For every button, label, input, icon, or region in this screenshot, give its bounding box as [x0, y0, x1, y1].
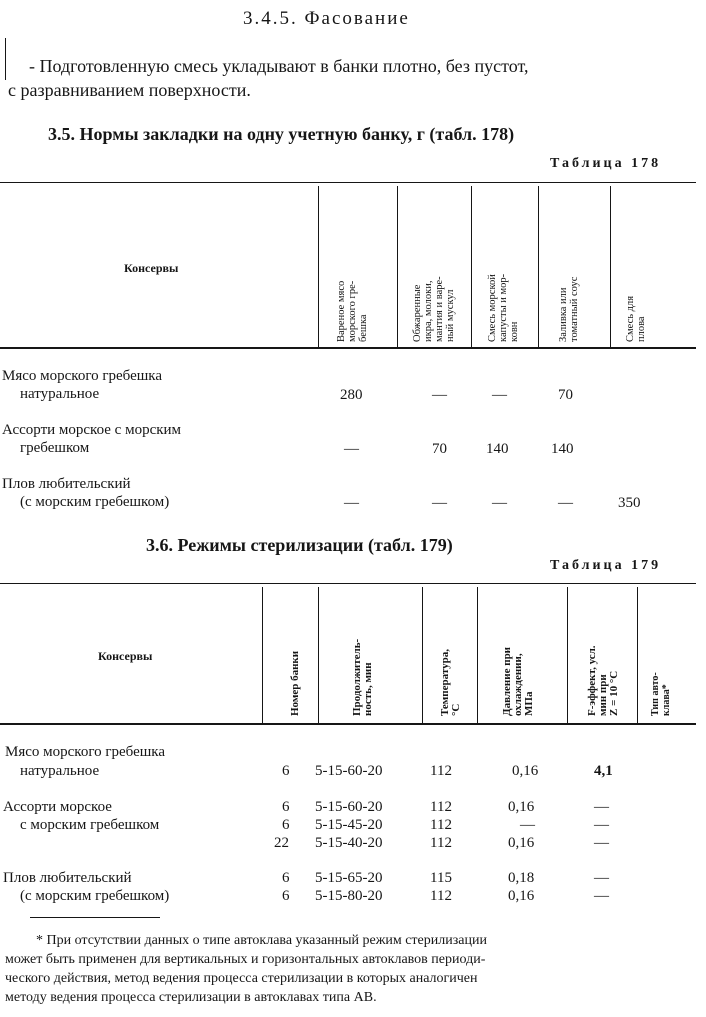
table-178-col-header: Смесь морской капусты и мор- ковн	[487, 273, 520, 342]
table-179-cell: —	[594, 870, 609, 886]
table-179-col-header: Продолжитель- ность, мин	[351, 638, 374, 716]
table-179-cell: 5-15-60-20	[315, 763, 383, 779]
table-179-cell: 5-15-45-20	[315, 817, 383, 833]
footnote-line: * При отсутствии данных о типе автоклава указанный режим стерилизации	[36, 933, 487, 948]
table-178-cell: —	[344, 495, 359, 511]
table-179-cell: 6	[282, 799, 290, 815]
table-178-row-name: Плов любительский	[2, 476, 131, 492]
table-179-top-rule	[0, 583, 696, 584]
table-179-cell: 0,16	[508, 888, 535, 904]
table-179-row-name: (с морским гребешком)	[20, 888, 170, 904]
table-179-cell: 0,18	[508, 870, 535, 886]
table-179-cell: 112	[430, 817, 452, 833]
table-178-cell: —	[344, 441, 359, 457]
table-179-cell: 6	[282, 763, 290, 779]
table-178-top-rule	[0, 182, 696, 183]
table-178-row-name: Ассорти морское с морским	[2, 422, 182, 438]
table-179-cell: —	[594, 799, 609, 815]
table-178-product-header: Консервы	[124, 261, 179, 275]
table-178-label: Таблица 178	[550, 156, 662, 171]
table-179-col-divider	[477, 587, 478, 723]
table-178-cell: —	[492, 387, 507, 403]
section-345-heading: 3.4.5. Фасование	[243, 8, 410, 29]
table-178-row-name: натуральное	[20, 386, 100, 402]
table-178-col-header: Вареное мясо морского гре- бешка	[336, 280, 369, 342]
table-179-cell: 112	[430, 835, 452, 851]
table-178-cell: —	[492, 495, 507, 511]
table-178-col-divider	[318, 186, 319, 347]
table-179-row-name: с морским гребешком	[20, 817, 160, 833]
table-179-col-header: F-эффект, усл. мин при Z = 10 °С	[586, 645, 620, 716]
table-178-cell: 70	[432, 441, 447, 457]
table-178-col-divider	[471, 186, 472, 347]
table-179-col-divider	[422, 587, 423, 723]
table-178-col-header: Обжаренные икра, молоки, мантия и варе- ный мускул	[412, 276, 456, 342]
table-179-cell: —	[594, 888, 609, 904]
table-179-row-name: Мясо морского гребешка	[5, 744, 166, 760]
table-178-row-name: (с морским гребешком)	[20, 494, 170, 510]
table-178-cell: —	[558, 495, 573, 511]
table-179-cell: —	[594, 817, 609, 833]
table-179-col-divider	[567, 587, 568, 723]
table-178-row-name: Мясо морского гребешка	[2, 368, 163, 384]
footnote-separator	[30, 917, 160, 918]
table-178-col-divider	[397, 186, 398, 347]
table-179-cell: 4,1	[594, 763, 613, 779]
table-178-cell: 280	[340, 387, 363, 403]
table-178-col-header: Смесь для плова	[625, 295, 647, 342]
section-345-text-line1: - Подготовленную смесь укладывают в банки плотно, без пустот,	[29, 56, 529, 76]
table-178-row-name: гребешком	[20, 440, 90, 456]
table-179-col-header: Тип авто- клава*	[650, 672, 672, 716]
table-179-row-name: натуральное	[20, 763, 100, 779]
table-179-cell: 6	[282, 817, 290, 833]
table-178-cell: 350	[618, 495, 641, 511]
table-178-col-header: Заливка или томатный соус	[558, 276, 580, 342]
table-179-col-header: Давление при охлаждении, МПа	[501, 646, 535, 716]
footnote-line: ческого действия, метод ведения процесса стерилизации в которых аналогичен	[5, 971, 478, 986]
table-179-cell: 5-15-65-20	[315, 870, 383, 886]
table-178-cell: 140	[486, 441, 509, 457]
table-178-cell: 140	[551, 441, 574, 457]
table-178-cell: —	[432, 387, 447, 403]
table-179-cell: 5-15-40-20	[315, 835, 383, 851]
section-35-heading: 3.5. Нормы закладки на одну учетную банку, г (табл. 178)	[48, 124, 515, 144]
table-179-product-header: Консервы	[98, 649, 153, 663]
table-179-cell: —	[594, 835, 609, 851]
table-179-cell: 0,16	[508, 835, 535, 851]
table-179-cell: 6	[282, 870, 290, 886]
table-179-col-divider	[318, 587, 319, 723]
footnote-line: методу ведения процесса стерилизации в автоклавах типа АВ.	[5, 990, 377, 1005]
table-179-header-rule	[0, 723, 696, 725]
table-179-cell: 0,16	[512, 763, 539, 779]
table-179-cell: 112	[430, 799, 452, 815]
table-179-col-divider	[637, 587, 638, 723]
table-179-col-header: Номер банки	[289, 650, 301, 716]
margin-mark	[5, 38, 6, 80]
table-179-cell: 5-15-80-20	[315, 888, 383, 904]
table-179-col-header: Температура, °С	[439, 649, 462, 716]
section-36-heading: 3.6. Режимы стерилизации (табл. 179)	[146, 535, 453, 555]
table-178-cell: 70	[558, 387, 573, 403]
table-179-cell: 5-15-60-20	[315, 799, 383, 815]
table-179-label: Таблица 179	[550, 558, 662, 573]
section-345-text-line2: с разравниванием поверхности.	[8, 80, 251, 100]
table-179-cell: 0,16	[508, 799, 535, 815]
table-179-cell: 6	[282, 888, 290, 904]
table-178-col-divider	[538, 186, 539, 347]
table-179-cell: 112	[430, 763, 452, 779]
table-179-cell: 115	[430, 870, 452, 886]
footnote-line: может быть применен для вертикальных и горизонтальных автоклавов периоди-	[5, 952, 486, 967]
table-178-col-divider	[610, 186, 611, 347]
table-179-cell: —	[520, 817, 535, 833]
table-179-row-name: Ассорти морское	[3, 799, 112, 815]
table-178-header-rule	[0, 347, 696, 349]
table-179-cell: 22	[274, 835, 289, 851]
table-179-row-name: Плов любительский	[3, 870, 132, 886]
table-178-cell: —	[432, 495, 447, 511]
table-179-cell: 112	[430, 888, 452, 904]
table-179-col-divider	[262, 587, 263, 723]
